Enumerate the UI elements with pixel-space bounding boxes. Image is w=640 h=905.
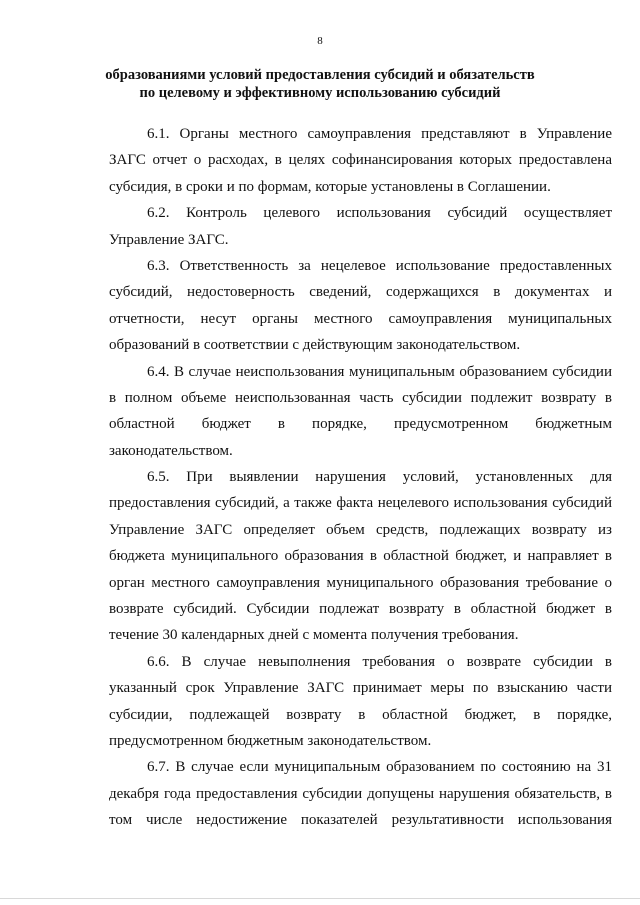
text-line: областной бюджет в порядке, предусмотренном бюджетным xyxy=(109,416,612,433)
paragraph-6-3 xyxy=(109,253,612,359)
text-line: 6.3. Ответственность за нецелевое использование предоставленных xyxy=(147,257,612,274)
text-line: предоставления субсидий, а также факта нецелевого использования субсидий xyxy=(109,495,612,512)
text-line: Управление ЗАГС определяет объем средств, подлежащих возврату из xyxy=(109,521,612,538)
text-line: субсидии, подлежащей возврату в областной бюджет, в порядке, xyxy=(109,706,612,723)
text-line: возврате субсидий. Субсидии подлежат возврату в областной бюджет в xyxy=(109,601,612,618)
document-body xyxy=(109,121,612,834)
paragraph-6-1 xyxy=(109,121,612,200)
text-line: бюджета муниципального образования в областной бюджет, и направляет в xyxy=(109,548,612,565)
section-title-line-1: образованиями условий предоставления субсидий и обязательств xyxy=(105,67,535,83)
paragraph-6-4 xyxy=(109,359,612,465)
text-line: течение 30 календарных дней с момента получения требования. xyxy=(109,627,519,644)
page-bottom-edge xyxy=(0,898,640,899)
text-line: 6.6. В случае невыполнения требования о возврате субсидии в xyxy=(147,653,612,670)
text-line: в полном объеме неиспользованная часть субсидии подлежит возврату в xyxy=(109,389,612,406)
text-line: орган местного самоуправления муниципального образования требование о xyxy=(109,574,612,591)
text-line: том числе недостижение показателей результативности использования xyxy=(109,812,612,829)
section-title-line-2: по целевому и эффективному использованию субсидий xyxy=(139,85,501,101)
text-line: 6.2. Контроль целевого использования субсидий осуществляет xyxy=(147,205,612,222)
paragraph-6-5 xyxy=(109,464,612,649)
text-line: образований в соответствии с действующим законодательством. xyxy=(109,337,521,354)
text-line: 6.7. В случае если муниципальным образованием по состоянию на 31 xyxy=(147,759,612,776)
text-line: указанный срок Управление ЗАГС принимает меры по взысканию части xyxy=(109,680,612,697)
paragraph-6-7 xyxy=(109,754,612,833)
text-line: 6.1. Органы местного самоуправления представляют в Управление xyxy=(147,126,612,142)
text-line: законодательством. xyxy=(109,442,233,459)
text-line: ЗАГС отчет о расходах, в целях софинансирования которых предоставлена xyxy=(109,152,612,169)
paragraph-6-6 xyxy=(109,649,612,755)
text-line: предусмотренном бюджетным законодательством. xyxy=(109,732,432,749)
text-line: субсидий, недостоверность сведений, содержащихся в документах и xyxy=(109,284,612,301)
section-title xyxy=(100,66,540,102)
text-line: декабря года предоставления субсидии допущены нарушения обязательств, в xyxy=(109,785,612,802)
text-line: отчетности, несут органы местного самоуправления муниципальных xyxy=(109,310,612,327)
text-line: Управление ЗАГС. xyxy=(109,231,229,248)
text-line: субсидия, в сроки и по формам, которые установлены в Соглашении. xyxy=(109,178,551,195)
text-line: 6.4. В случае неиспользования муниципальным образованием субсидии xyxy=(147,363,612,380)
paragraph-6-2 xyxy=(109,200,612,253)
text-line: 6.5. При выявлении нарушения условий, установленных для xyxy=(147,469,612,486)
page-number: 8 xyxy=(317,35,323,47)
